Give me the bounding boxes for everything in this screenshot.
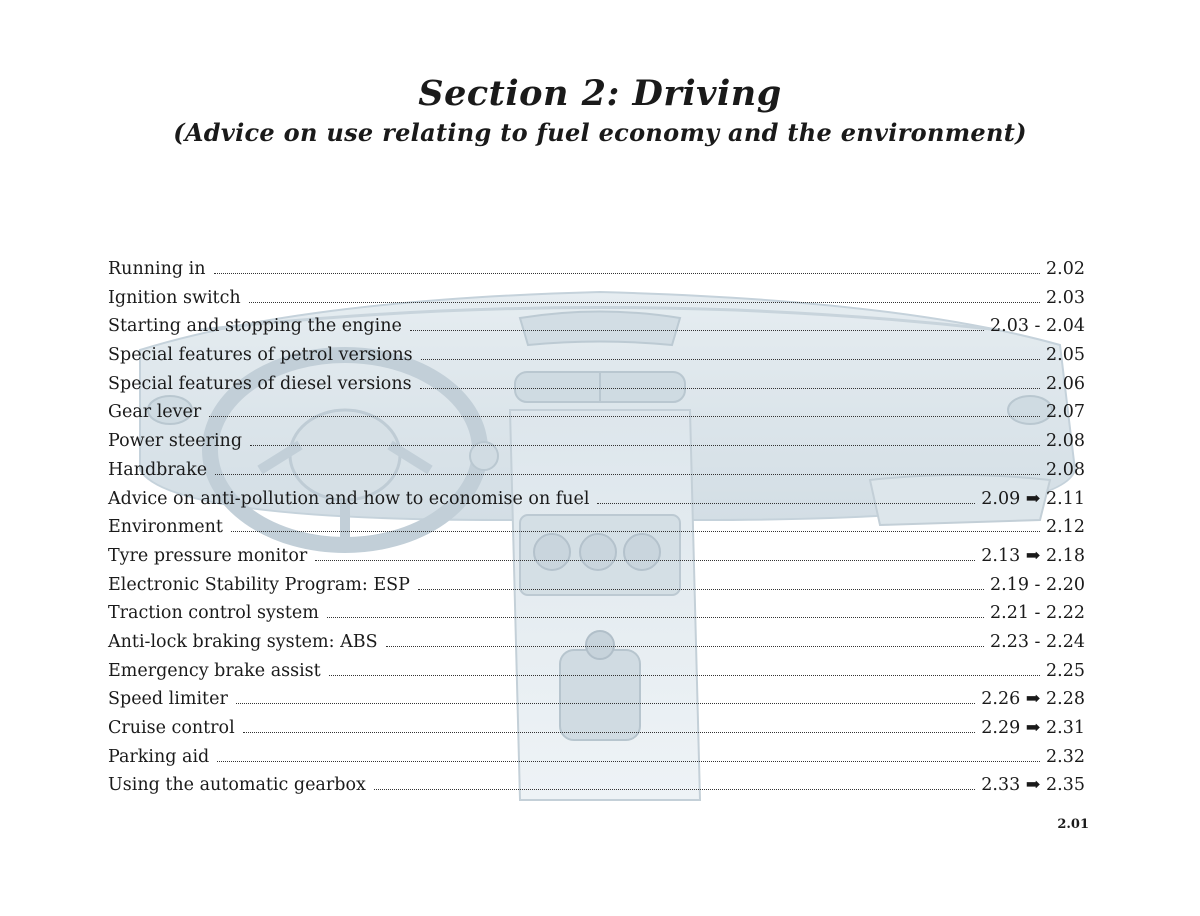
toc-entry-page: 2.32 xyxy=(1046,746,1085,767)
toc-entry-label: Traction control system xyxy=(108,603,319,624)
toc-entry-label: Gear lever xyxy=(108,402,202,423)
toc-entry-label: Running in xyxy=(108,259,206,279)
toc-entry-page: 2.03 - 2.04 xyxy=(990,316,1085,337)
dot-leader xyxy=(231,530,1040,532)
toc-entry-label: Special features of petrol versions xyxy=(108,345,413,366)
page-header xyxy=(0,72,1200,150)
dot-leader xyxy=(250,444,1040,446)
dot-leader xyxy=(215,473,1040,475)
dot-leader xyxy=(327,616,984,618)
toc-entry[interactable] xyxy=(108,685,1085,714)
dot-leader xyxy=(217,760,1040,762)
toc-entry-page: 2.07 xyxy=(1046,402,1085,423)
toc-entry-label: Ignition switch xyxy=(108,287,241,308)
toc-entry-label: Advice on anti-pollution and how to economise on fuel xyxy=(108,488,590,509)
section-subtitle: (Advice on use relating to fuel economy and the environment) xyxy=(173,118,1027,147)
dot-leader xyxy=(418,588,984,590)
toc-entry-page: 2.05 xyxy=(1046,345,1085,366)
toc-entry-page: 2.09 ➡ 2.11 xyxy=(981,488,1085,509)
toc-entry-page: 2.29 ➡ 2.31 xyxy=(981,718,1085,738)
section-title: Section 2: Driving xyxy=(418,73,782,114)
dot-leader xyxy=(236,702,975,704)
toc-entry-label: Special features of diesel versions xyxy=(108,373,412,394)
toc-entry-label: Cruise control xyxy=(108,718,235,738)
toc-entry[interactable] xyxy=(108,255,1085,284)
toc-entry-page: 2.08 xyxy=(1046,431,1085,452)
dot-leader xyxy=(421,358,1040,360)
toc-entry[interactable] xyxy=(108,571,1085,600)
toc-entry-page: 2.23 - 2.24 xyxy=(990,631,1085,652)
toc-entry[interactable] xyxy=(108,312,1085,341)
toc-entry[interactable] xyxy=(108,599,1085,628)
dot-leader xyxy=(386,645,984,647)
toc-entry-page: 2.25 xyxy=(1046,660,1085,681)
dot-leader xyxy=(597,502,975,504)
dot-leader xyxy=(243,731,976,733)
toc-entry-label: Speed limiter xyxy=(108,689,228,710)
dot-leader xyxy=(410,329,984,331)
toc-entry[interactable] xyxy=(108,513,1085,542)
dot-leader xyxy=(214,272,1041,274)
dot-leader xyxy=(420,387,1040,389)
toc-entry-label: Tyre pressure monitor xyxy=(108,545,308,566)
toc-entry-page: 2.26 ➡ 2.28 xyxy=(981,689,1085,710)
toc-entry[interactable] xyxy=(108,398,1085,427)
page-number: 2.01 xyxy=(1057,817,1089,832)
dot-leader xyxy=(209,415,1040,417)
toc-entry-label: Handbrake xyxy=(108,459,208,480)
toc-entry[interactable] xyxy=(108,485,1085,514)
dot-leader xyxy=(374,788,975,790)
toc-entry-label: Electronic Stability Program: ESP xyxy=(108,574,410,595)
toc-entry[interactable] xyxy=(108,714,1085,743)
toc-entry-page: 2.08 xyxy=(1046,459,1085,480)
toc-entry-page: 2.19 - 2.20 xyxy=(990,574,1085,595)
toc-entry-label: Using the automatic gearbox xyxy=(108,775,366,796)
table-of-contents xyxy=(108,255,1085,800)
toc-entry[interactable] xyxy=(108,628,1085,657)
toc-entry[interactable] xyxy=(108,284,1085,313)
toc-entry[interactable] xyxy=(108,657,1085,686)
toc-entry[interactable] xyxy=(108,456,1085,485)
toc-entry-page: 2.33 ➡ 2.35 xyxy=(981,775,1085,796)
toc-entry-label: Emergency brake assist xyxy=(108,660,321,681)
dot-leader xyxy=(249,301,1040,303)
toc-entry-label: Environment xyxy=(108,517,223,538)
toc-entry-label: Anti-lock braking system: ABS xyxy=(108,631,378,652)
toc-entry-page: 2.06 xyxy=(1046,373,1085,394)
dot-leader xyxy=(315,559,975,561)
dot-leader xyxy=(329,674,1040,676)
toc-entry-label: Power steering xyxy=(108,431,243,452)
toc-entry[interactable] xyxy=(108,370,1085,399)
toc-entry[interactable] xyxy=(108,743,1085,772)
toc-entry[interactable] xyxy=(108,427,1085,456)
toc-entry-page: 2.12 xyxy=(1046,517,1085,538)
toc-entry-page: 2.13 ➡ 2.18 xyxy=(981,545,1085,566)
toc-entry-page: 2.21 - 2.22 xyxy=(990,603,1085,624)
toc-entry[interactable] xyxy=(108,542,1085,571)
toc-entry-page: 2.02 xyxy=(1046,259,1085,279)
toc-entry-label: Parking aid xyxy=(108,746,210,767)
toc-entry-page: 2.03 xyxy=(1046,287,1085,308)
toc-entry-label: Starting and stopping the engine xyxy=(108,316,402,337)
toc-entry[interactable] xyxy=(108,771,1085,800)
toc-entry[interactable] xyxy=(108,341,1085,370)
